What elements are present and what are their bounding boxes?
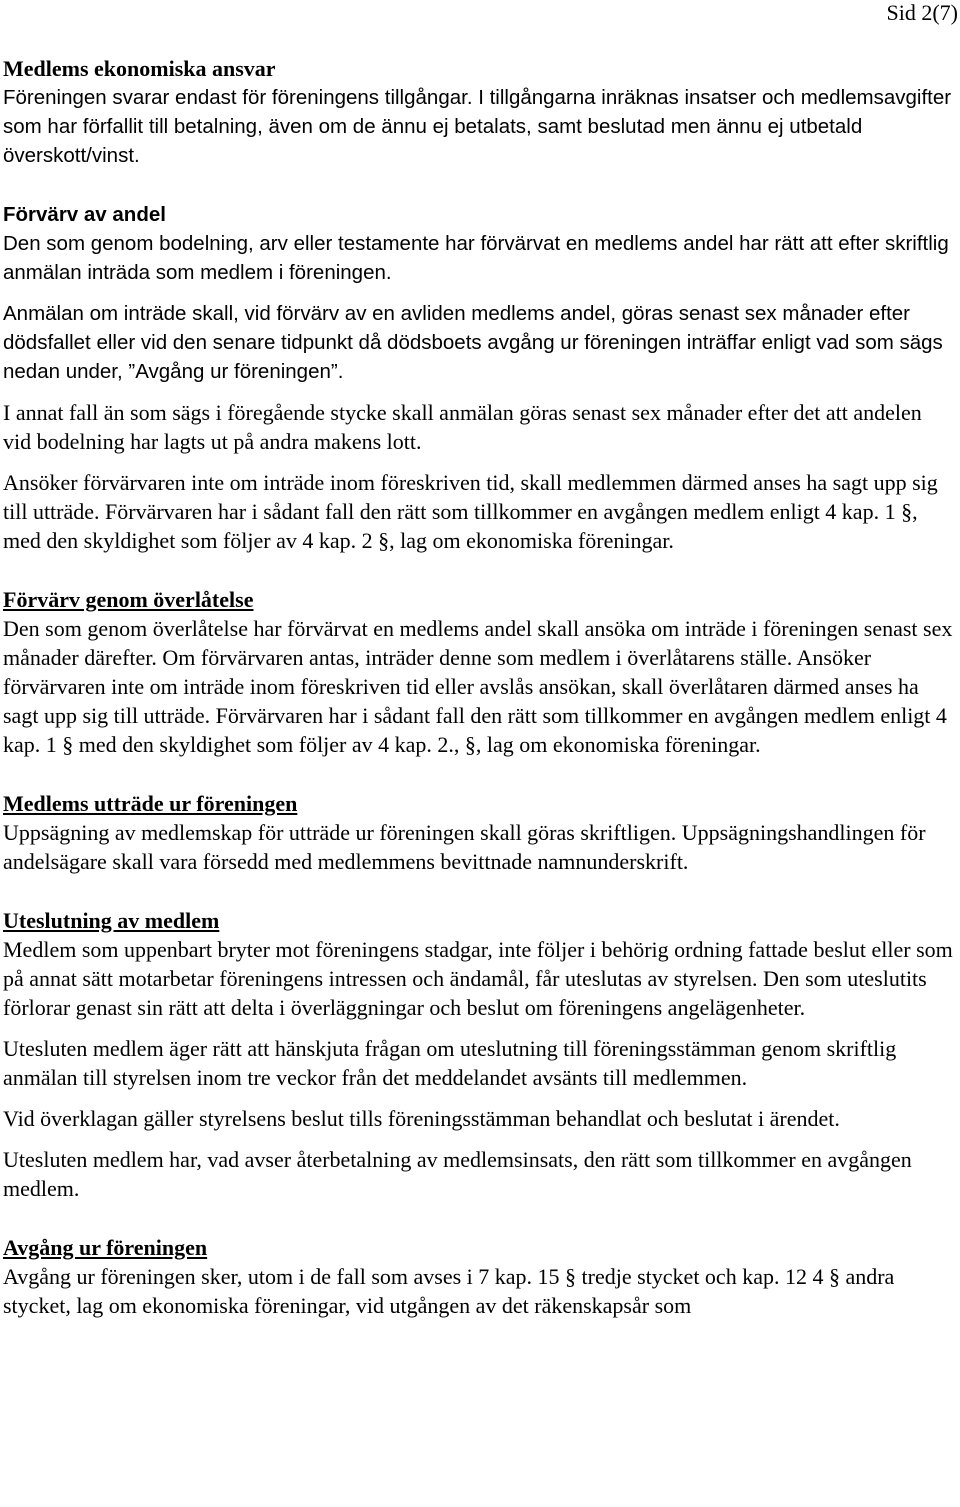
section-heading: Förvärv av andel [3,203,166,226]
section-heading: Medlems ekonomiska ansvar [3,56,276,81]
section-forvarv-av-andel [3,200,955,555]
paragraph: Ansöker förvärvaren inte om inträde inom föreskriven tid, skall medlemmen därmed anses ha sagt upp sig till utträde. Förvärvaren har i sådant fall den rätt som tillkommer en avgången medlem enligt 4 kap. 1 §, med den skyldighet som följer av 4 kap. 2 §, lag om ekonomiska föreningar. [3,470,938,553]
section-ekonomiska-ansvar [3,54,955,170]
paragraph: I annat fall än som sägs i föregående stycke skall anmälan göras senast sex månader efter det att andelen vid bodelning har lagts ut på andra makens lott. [3,400,922,454]
paragraph: Utesluten medlem äger rätt att hänskjuta frågan om uteslutning till föreningsstämman genom skriftlig anmälan till styrelsen inom tre veckor från det meddelandet avsänts till medlemmen. [3,1036,897,1090]
paragraph: Vid överklagan gäller styrelsens beslut tills föreningsstämman behandlat och beslutat i ärendet. [3,1106,840,1131]
paragraph: Medlem som uppenbart bryter mot föreningens stadgar, inte följer i behörig ordning fattade beslut eller som på annat sätt motarbetar föreningens intressen och ändamål, får uteslutas av styrelsen. Den som uteslutits förlorar genast sin rätt att delta i överläggningar och beslut om föreningens angelägenheter. [3,937,953,1020]
section-heading: Förvärv genom överlåtelse [3,587,254,612]
paragraph: Uppsägning av medlemskap för utträde ur föreningen skall göras skriftligen. Uppsägningshandlingen för andelsägare skall vara försedd med medlemmens bevittnade namnunderskrift. [3,820,926,874]
paragraph: Den som genom bodelning, arv eller testamente har förvärvat en medlems andel har rätt att efter skriftlig anmälan inträda som medlem i föreningen. [3,232,949,284]
section-heading: Uteslutning av medlem [3,908,220,933]
section-heading: Avgång ur föreningen [3,1235,208,1260]
document-body [3,54,955,1350]
paragraph: Den som genom överlåtelse har förvärvat en medlems andel skall ansöka om inträde i föreningen senast sex månader därefter. Om förvärvaren antas, inträder denne som medlem i överlåtarens ställe. Ansöker förvärvaren inte om inträde inom föreskriven tid eller avslås ansökan, skall överlåtaren därmed anses ha sagt upp sig till utträde. Förvärvaren har i sådant fall den rätt som tillkommer en avgången medlem enligt 4 kap. 1 § med den skyldighet som följer av 4 kap. 2., §, lag om ekonomiska föreningar. [3,616,953,757]
paragraph: Anmälan om inträde skall, vid förvärv av en avliden medlems andel, göras senast sex månader efter dödsfallet eller vid den senare tidpunkt då dödsboets avgång ur föreningen inträffar enligt vad som sägs nedan under, ”Avgång ur föreningen”. [3,302,943,383]
section-forvarv-genom-overlatelse [3,585,955,759]
paragraph: Utesluten medlem har, vad avser återbetalning av medlemsinsats, den rätt som tillkommer en avgången medlem. [3,1147,912,1201]
section-uteslutning [3,906,955,1203]
section-medlems-uttrade [3,789,955,876]
section-avgang [3,1233,955,1320]
section-heading: Medlems utträde ur föreningen [3,791,298,816]
paragraph: Avgång ur föreningen sker, utom i de fall som avses i 7 kap. 15 § tredje stycket och kap. 12 4 § andra stycket, lag om ekonomiska föreningar, vid utgången av det räkenskapsår som [3,1264,895,1318]
paragraph: Föreningen svarar endast för föreningens tillgångar. I tillgångarna inräknas insatser och medlemsavgifter som har förfallit till betalning, även om de ännu ej betalats, samt beslutad men ännu ej utbetald överskott/vinst. [3,86,952,167]
page-number: Sid 2(7) [886,0,958,25]
